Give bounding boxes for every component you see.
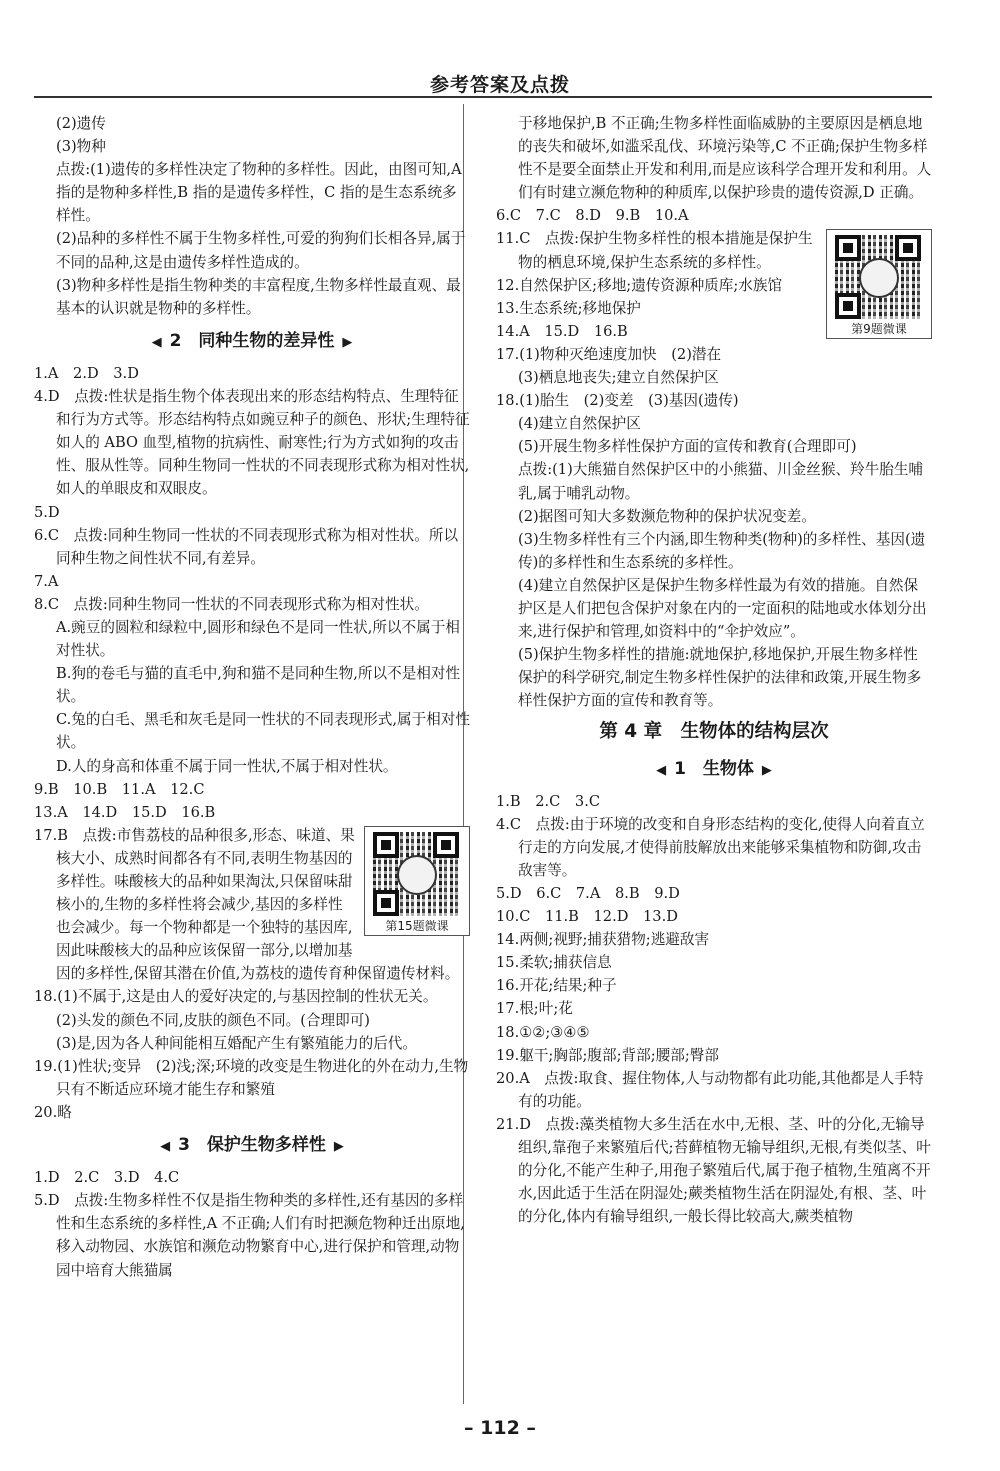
answer-line: 20.略 bbox=[34, 1103, 72, 1121]
answer-item: 18.(1)不属于,这是由人的爱好决定的,与基因控制的性状无关。 bbox=[34, 988, 438, 1006]
option-explanation: A.豌豆的圆粒和绿粒中,圆形和绿色不是同一性状,所以不属于相对性状。 bbox=[56, 618, 460, 660]
left-triangle-icon: ◀ bbox=[151, 334, 162, 350]
section-title: 2 同种生物的差异性 bbox=[169, 330, 335, 351]
explanation: (3)物种多样性是指生物种类的丰富程度,生物多样性最直观、最基本的认识就是物种的多样性。 bbox=[56, 276, 461, 317]
right-triangle-icon: ▶ bbox=[761, 762, 772, 778]
answer-item: 8.C 点拨:同种生物同一性状的不同表现形式称为相对性状。 bbox=[34, 595, 429, 613]
answer-line: 18.①②;③④⑤ bbox=[496, 1023, 590, 1041]
answer-item: 6.C 点拨:同种生物同一性状的不同表现形式称为相对性状。所以同种生物之间性状不同,有差异。 bbox=[34, 526, 459, 567]
answer-item: 21.D 点拨:藻类植物大多生活在水中,无根、茎、叶的分化,无输导组织,靠孢子来繁殖后代;苔藓植物无输导组织,无根,有类似茎、叶的分化,不能产生种子,用孢子繁殖后代,属于孢子植物,生殖离不开水,因此适于生活在阴湿处;蕨类植物生活在阴湿处,有根、茎、叶的分化,体内有输导组织,一般长得比较高大,蕨类植物 bbox=[496, 1115, 931, 1226]
answer-line: 18.(1)胎生 (2)变差 (3)基因(遗传) bbox=[496, 392, 739, 410]
left-column bbox=[34, 112, 470, 1282]
qr-finder-icon bbox=[373, 832, 399, 858]
section-title: 3 保护生物多样性 bbox=[178, 1135, 326, 1156]
answer-line: 13.生态系统;移地保护 bbox=[496, 299, 641, 317]
qr-finder-icon bbox=[373, 890, 399, 916]
answer-line: 17.(1)物种灭绝速度加快 (2)潜在 bbox=[496, 345, 722, 363]
explanation: (4)建立自然保护区是保护生物多样性最为有效的措施。自然保护区是人们把包含保护对象在内的一定面积的陆地或水体划分出来,进行保护和管理,如资料中的“伞护效应”。 bbox=[518, 576, 927, 641]
answer-line: (3)物种 bbox=[56, 138, 106, 156]
right-triangle-icon: ▶ bbox=[333, 1139, 344, 1155]
section-heading bbox=[34, 330, 470, 354]
answer-item: 20.A 点拨:取食、握住物体,人与动物都有此功能,其他都是人手特有的功能。 bbox=[496, 1069, 924, 1110]
answer-line: 14.A 15.D 16.B bbox=[496, 322, 628, 340]
answer-line: 6.C 7.C 8.D 9.B 10.A bbox=[496, 207, 689, 225]
explanation: (5)保护生物多样性的措施:就地保护,移地保护,开展生物多样性保护的科学研究,制定生物多样性保护的法律和政策,开展生物多样性保护方面的宣传和教育等。 bbox=[518, 646, 922, 710]
left-triangle-icon: ◀ bbox=[160, 1139, 171, 1155]
page-number: – 112 – bbox=[464, 1417, 536, 1439]
answer-line: 10.C 11.B 12.D 13.D bbox=[496, 908, 678, 926]
answer-line: 5.D bbox=[34, 503, 60, 521]
qr-caption: 第9题微课 bbox=[827, 320, 931, 338]
answer-line: 15.柔软;捕获信息 bbox=[496, 954, 612, 972]
qr-caption: 第15题微课 bbox=[365, 917, 469, 935]
explanation: 点拨:(1)大熊猫自然保护区中的小熊猫、川金丝猴、羚牛胎生哺乳,属于哺乳动物。 bbox=[518, 461, 924, 502]
qr-finder-icon bbox=[895, 235, 921, 261]
answer-line: 1.D 2.C 3.D 4.C bbox=[34, 1169, 180, 1187]
explanation: (2)品种的多样性不属于生物多样性,可爱的狗狗们长相各异,属于不同的品种,这是由遗传多样性造成的。 bbox=[56, 230, 466, 271]
answer-line: 1.B 2.C 3.C bbox=[496, 792, 601, 810]
section-heading bbox=[496, 758, 932, 782]
page-header: 参考答案及点拨 bbox=[429, 74, 570, 96]
option-explanation: B.狗的卷毛与猫的直毛中,狗和猫不是同种生物,所以不是相对性状。 bbox=[56, 665, 461, 706]
answer-item: 4.C 点拨:由于环境的改变和自身形态结构的变化,使得人向着直立行走的方向发展,才使得前肢解放出来能够采集植物和防御,攻击敌害等。 bbox=[496, 815, 925, 879]
explanation: (2)据图可知大多数濒危物种的保护状况变差。 bbox=[518, 507, 816, 525]
left-triangle-icon: ◀ bbox=[656, 762, 667, 778]
answer-line: (2)头发的颜色不同,皮肤的颜色不同。(合理即可) bbox=[56, 1011, 370, 1029]
answer-line: (2)遗传 bbox=[56, 115, 106, 132]
answer-line: 16.开花;结果;种子 bbox=[496, 977, 617, 995]
option-explanation: D.人的身高和体重不属于同一性状,不属于相对性状。 bbox=[56, 757, 398, 775]
answer-line: (3)是,因为各人种间能相互婚配产生有繁殖能力的后代。 bbox=[56, 1034, 417, 1052]
explanation: 于移地保护,B 不正确;生物多样性面临威胁的主要原因是栖息地的丧失和破坏,如滥采乱伐、环境污染等,C 不正确;保护生物多样性不是要全面禁止开发和利用,而是应该科学合理开发和利用。人们有时建立濒危物种的种质库,以保护珍贵的遗传资源,D 正确。 bbox=[518, 115, 932, 202]
answer-line: 9.B 10.B 11.A 12.C bbox=[34, 780, 205, 798]
answer-line: 14.两侧;视野;捕获猎物;逃避敌害 bbox=[496, 931, 710, 949]
qr-finder-icon bbox=[835, 235, 861, 261]
answer-line: 5.D 6.C 7.A 8.B 9.D bbox=[496, 885, 680, 902]
answer-line: 7.A bbox=[34, 572, 59, 590]
answer-item: 17.B 点拨:市售荔枝的品种很多,形态、味道、果核大小、成熟时间都各有不同,表明生物基因的多样性。味酸核大的品种如果淘汰,只保留味甜核小的,生物的多样性将会减少,基因的多样性也会减少。每一个物种都是一个独特的基因库,因此味酸核大的品种应该保留一部分,以增加基因的多样性,保留其潜在价值,为荔枝的遗传育种保留遗传材料。 bbox=[34, 826, 460, 983]
explanation: 点拨:(1)遗传的多样性决定了物种的多样性。因此，由图可知,A 指的是物种多样性,B 指的是遗传多样性，C 指的是生态系统多样性。 bbox=[56, 161, 462, 225]
answer-line: 13.A 14.D 15.D 16.B bbox=[34, 803, 216, 821]
qr-finder-icon bbox=[433, 832, 459, 858]
qr-code-9[interactable] bbox=[826, 229, 932, 339]
answer-line: 17.根;叶;花 bbox=[496, 1000, 573, 1018]
answer-item: 12.自然保护区;移地;遗传资源种质库;水族馆 bbox=[496, 276, 783, 294]
qr-finder-icon bbox=[835, 293, 861, 319]
answer-item: 19.(1)性状;变异 (2)浅;深;环境的改变是生物进化的外在动力,生物只有不断适应环境才能生存和繁殖 bbox=[34, 1057, 469, 1098]
answer-item: 5.D 点拨:生物多样性不仅是指生物种类的多样性,还有基因的多样性和生态系统的多样性,A 不正确;人们有时把濒危物种迁出原地,移入动物园、水族馆和濒危动物繁育中心,进行保护和管理,动物园中培育大熊猫属 bbox=[34, 1192, 465, 1279]
answer-line: (4)建立自然保护区 bbox=[518, 415, 641, 433]
chapter-title: 第 4 章 生物体的结构层次 bbox=[599, 721, 829, 743]
answer-line: 1.A 2.D 3.D bbox=[34, 364, 139, 382]
qr-code-15[interactable] bbox=[364, 826, 470, 936]
answer-line: 19.躯干;胸部;腹部;背部;腰部;臀部 bbox=[496, 1046, 719, 1064]
answer-line: (3)栖息地丧失;建立自然保护区 bbox=[518, 369, 719, 387]
header-rule bbox=[34, 96, 932, 98]
right-column bbox=[496, 112, 932, 1228]
answer-line: (5)开展生物多样性保护方面的宣传和教育(合理即可) bbox=[518, 438, 857, 456]
section-title: 1 生物体 bbox=[674, 758, 754, 779]
teacher-avatar-icon bbox=[397, 855, 437, 895]
answer-item: 11.C 点拨:保护生物多样性的根本措施是保护生物的栖息环境,保护生态系统的多样性。 bbox=[496, 230, 813, 271]
section-heading bbox=[34, 1134, 470, 1158]
answer-item: 4.D 点拨:性状是指生物个体表现出来的形态结构特点、生理特征和行为方式等。形态结构特点如豌豆种子的颜色、形状;生理特征如人的 ABO 血型,植物的抗病性、耐寒性;行为方式如狗的攻击性、服从性等。同种生物同一性状的不同表现形式称为相对性状,如人的单眼皮和双眼皮。 bbox=[34, 388, 470, 498]
option-explanation: C.兔的白毛、黑毛和灰毛是同一性状的不同表现形式,属于相对性状。 bbox=[56, 711, 470, 752]
right-triangle-icon: ▶ bbox=[342, 334, 353, 350]
explanation: (3)生物多样性有三个内涵,即生物种类(物种)的多样性、基因(遗传)的多样性和生态系统的多样性。 bbox=[518, 530, 926, 571]
